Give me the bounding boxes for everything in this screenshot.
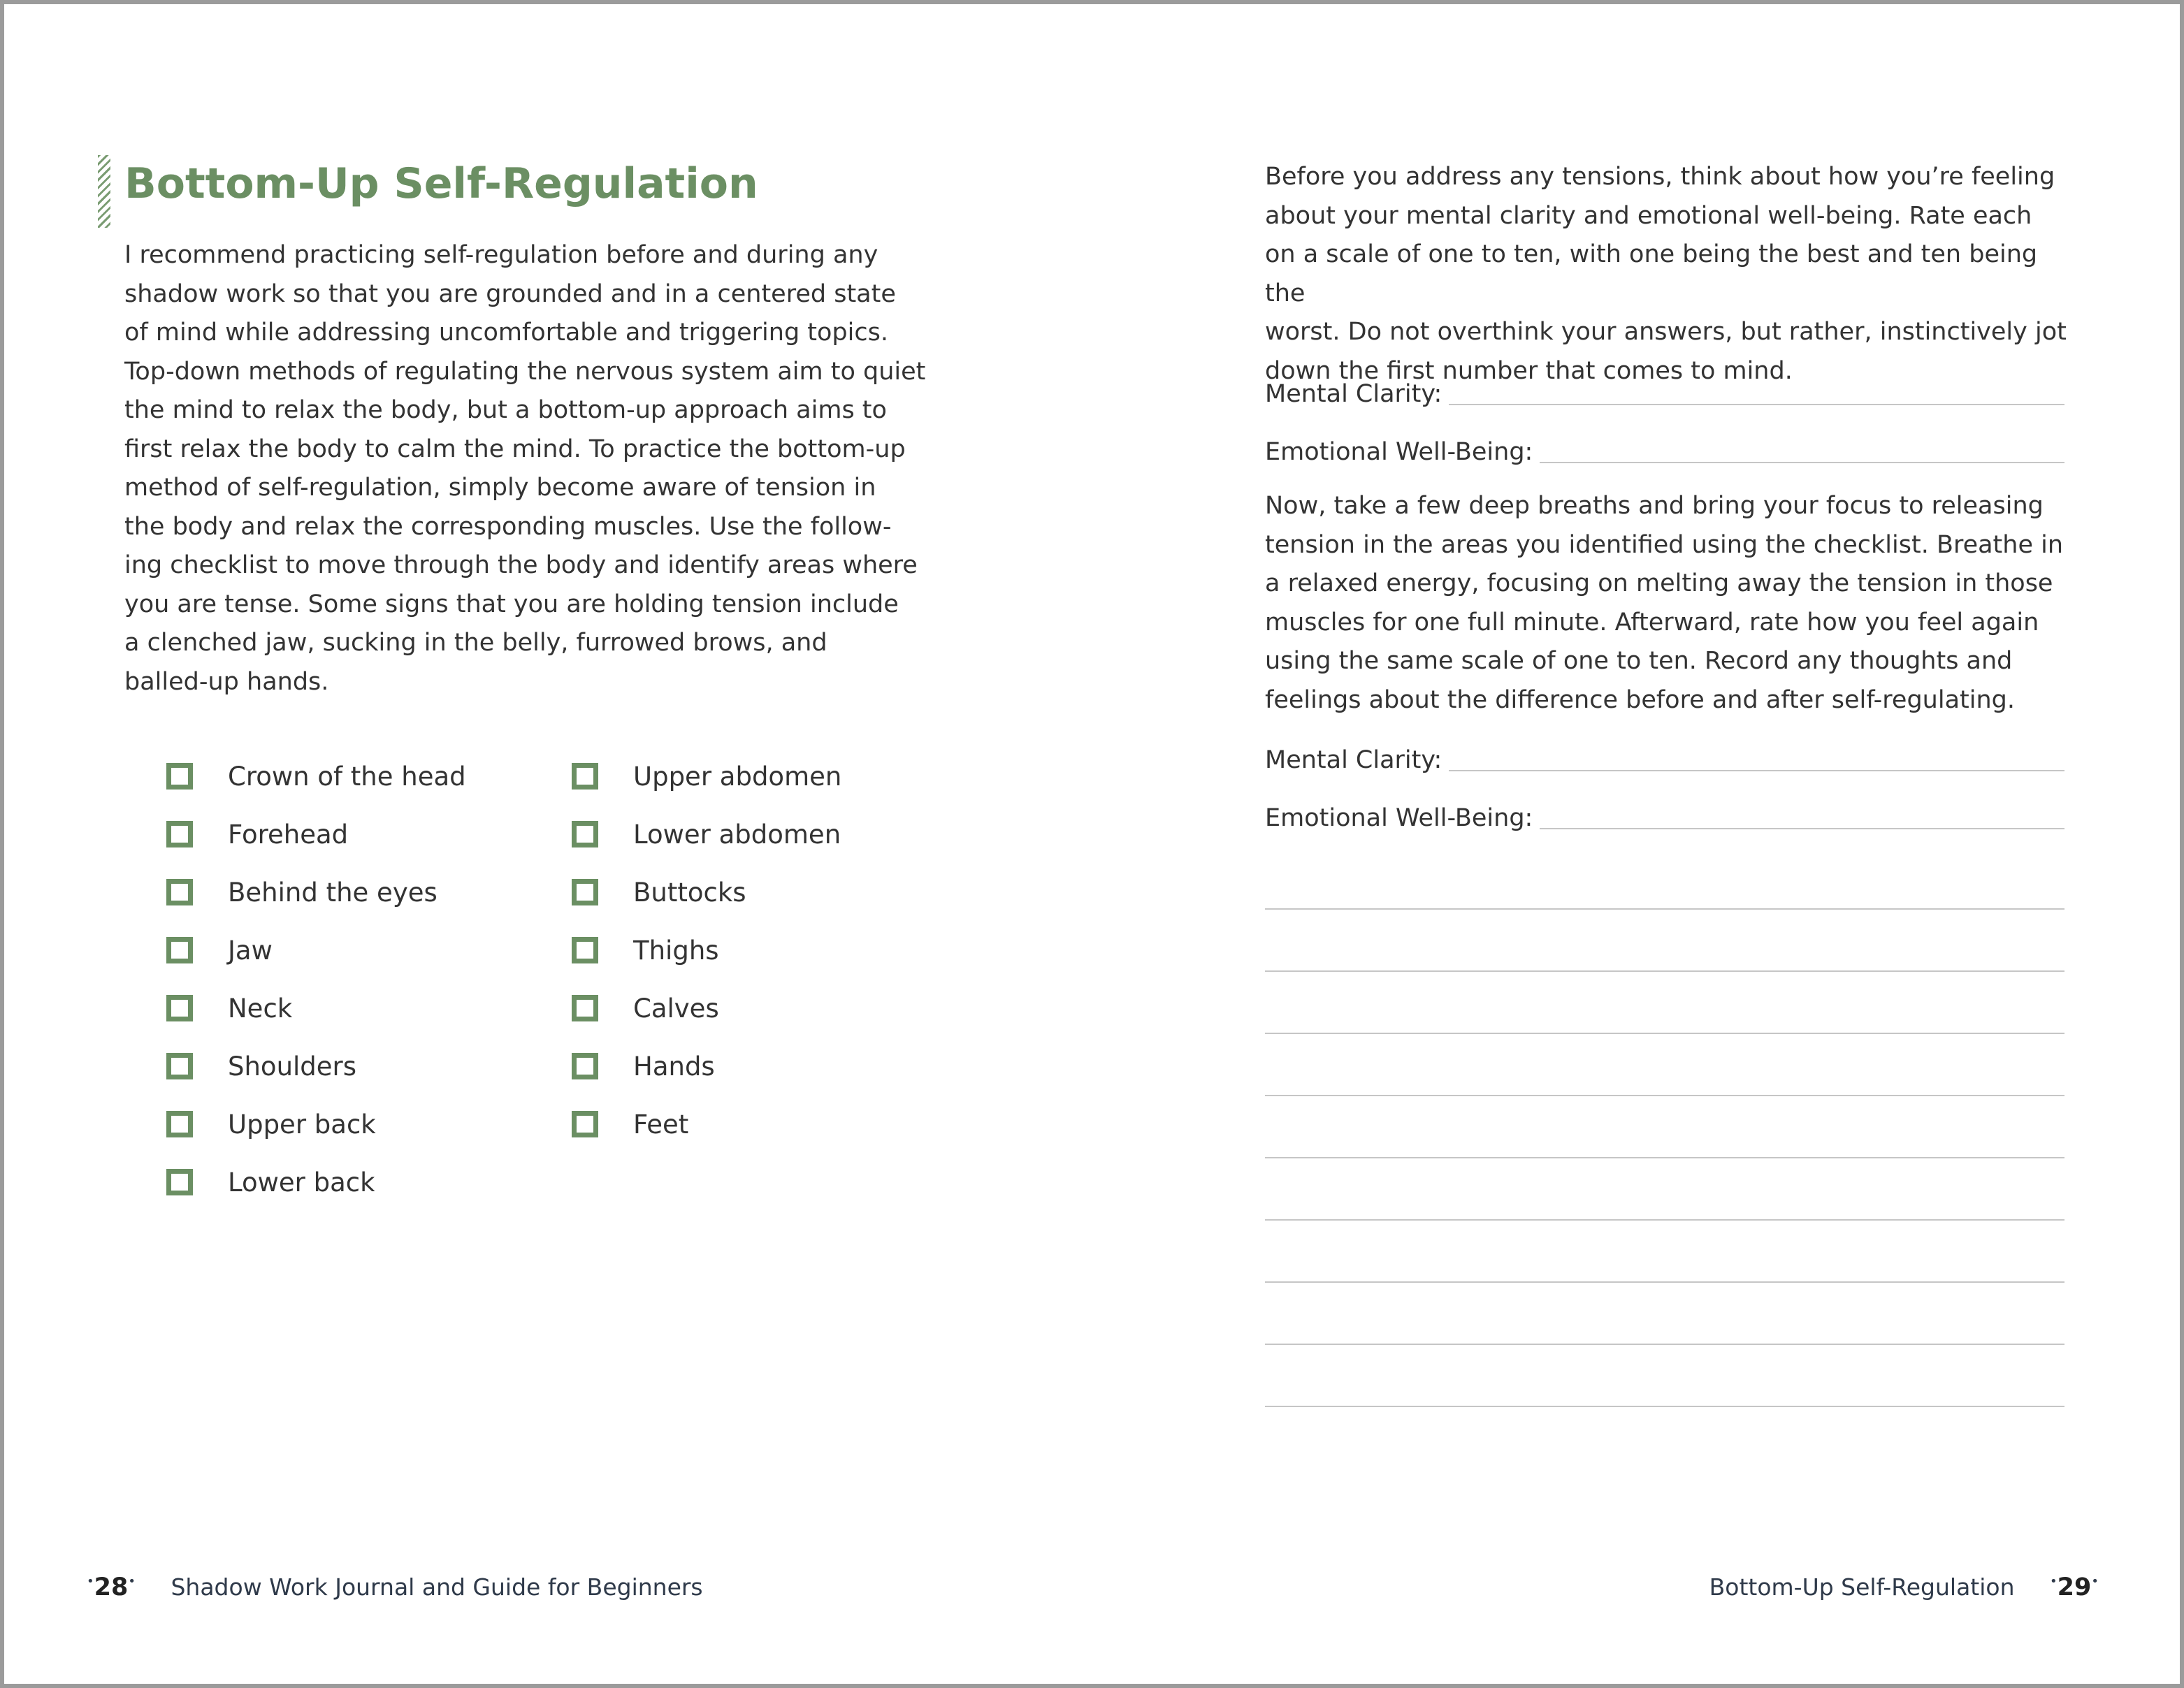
checklist-label: Crown of the head [228,761,466,792]
checklist-item[interactable] [166,875,437,910]
checklist-item[interactable] [572,1107,688,1142]
checklist-label: Behind the eyes [228,877,437,908]
emotional-wellbeing-field[interactable] [1265,431,2064,467]
checkbox-icon[interactable] [166,937,193,963]
checklist-label: Buttocks [633,877,746,908]
checklist-label: Upper abdomen [633,761,842,792]
intro-line: I recommend practicing self-regulation before and during any [124,241,878,269]
title-accent-bar [98,155,110,228]
intro-line: balled-up hands. [124,667,329,696]
paragraph-line: about your mental clarity and emotional well-being. Rate each [1265,201,2032,230]
intro-line: shadow work so that you are grounded and in a centered state [124,279,896,308]
checkbox-icon[interactable] [166,763,193,790]
follow-up-paragraph [1265,487,2076,720]
checklist-item[interactable] [166,1107,376,1142]
field-label: Mental Clarity: [1265,746,1442,774]
checkbox-icon[interactable] [572,995,598,1021]
journal-line[interactable] [1265,908,2064,910]
paragraph-line: on a scale of one to ten, with one being the best and ten being the [1265,240,2038,307]
footer-right: Bottom-Up Self-Regulation •29• [1709,1573,2099,1601]
paragraph-line: using the same scale of one to ten. Record any thoughts and [1265,647,2013,675]
checklist-item[interactable] [166,933,273,968]
checklist-label: Shoulders [228,1051,357,1082]
book-title: Shadow Work Journal and Guide for Beginners [171,1573,703,1601]
checkbox-icon[interactable] [166,1053,193,1079]
checkbox-icon[interactable] [572,879,598,905]
checkbox-icon[interactable] [572,1053,598,1079]
mental-clarity-field[interactable] [1265,373,2064,409]
page-number-left: 28 [94,1573,129,1601]
instructions-paragraph [1265,158,2076,391]
paragraph-line: worst. Do not overthink your answers, but rather, instinctively jot [1265,318,2067,346]
journal-line[interactable] [1265,970,2064,972]
write-in-line[interactable] [1449,404,2064,405]
field-label: Emotional Well-Being: [1265,438,1533,466]
checklist-label: Lower abdomen [633,819,841,850]
field-label: Mental Clarity: [1265,380,1442,408]
intro-line: Top-down methods of regulating the nervous system aim to quiet [124,357,926,386]
checklist-label: Neck [228,993,293,1024]
checklist-label: Calves [633,993,719,1024]
journal-line[interactable] [1265,1406,2064,1407]
checkbox-icon[interactable] [166,1111,193,1137]
chapter-title: Bottom-Up Self-Regulation [1709,1573,2015,1601]
checkbox-icon[interactable] [166,1169,193,1195]
checklist-item[interactable] [166,1165,375,1200]
emotional-wellbeing-field[interactable] [1265,797,2064,834]
checklist-item[interactable] [166,759,466,794]
checkbox-icon[interactable] [572,1111,598,1137]
paragraph-line: tension in the areas you identified using the checklist. Breathe in [1265,530,2064,559]
write-in-line[interactable] [1540,462,2064,463]
field-label: Emotional Well-Being: [1265,804,1533,832]
checkbox-icon[interactable] [572,763,598,790]
intro-line: the mind to relax the body, but a bottom-up approach aims to [124,396,887,424]
intro-paragraph [124,236,935,701]
mental-clarity-field[interactable] [1265,739,2064,776]
checklist-item[interactable] [572,1049,715,1084]
checklist-item[interactable] [166,1049,356,1084]
footer-left: •28• Shadow Work Journal and Guide for Beginners [87,1573,703,1601]
intro-line: of mind while addressing uncomfortable and triggering topics. [124,319,888,347]
checklist-label: Feet [633,1109,689,1140]
intro-line: method of self-regulation, simply become aware of tension in [124,474,876,502]
checklist-label: Hands [633,1051,715,1082]
page-title: Bottom-Up Self-Regulation [124,159,758,208]
journal-line[interactable] [1265,1281,2064,1283]
intro-line: first relax the body to calm the mind. To practice the bottom-up [124,435,906,463]
intro-line: ing checklist to move through the body and identify areas where [124,551,918,579]
checklist-label: Upper back [228,1109,376,1140]
paragraph-line: a relaxed energy, focusing on melting away the tension in those [1265,569,2053,597]
page-number-right: 29 [2057,1573,2092,1601]
paragraph-line: muscles for one full minute. Afterward, rate how you feel again [1265,608,2039,636]
paragraph-line: Before you address any tensions, think about how you’re feeling [1265,163,2055,191]
checklist-label: Thighs [633,935,719,966]
checkbox-icon[interactable] [572,937,598,963]
checkbox-icon[interactable] [572,821,598,847]
checklist-label: Forehead [228,819,349,850]
paragraph-line: Now, take a few deep breaths and bring your focus to releasing [1265,492,2044,520]
checklist-item[interactable] [572,759,841,794]
checklist-label: Lower back [228,1167,375,1198]
journal-line[interactable] [1265,1095,2064,1096]
intro-line: you are tense. Some signs that you are holding tension include [124,590,899,618]
paragraph-line: feelings about the difference before and after self-regulating. [1265,685,2015,714]
intro-line: a clenched jaw, sucking in the belly, furrowed brows, and [124,629,827,657]
write-in-line[interactable] [1540,828,2064,829]
intro-line: the body and relax the corresponding muscles. Use the follow- [124,512,892,541]
checklist-item[interactable] [572,817,841,852]
write-in-line[interactable] [1449,770,2064,771]
checkbox-icon[interactable] [166,821,193,847]
journal-line[interactable] [1265,1157,2064,1158]
journal-line[interactable] [1265,1344,2064,1345]
checkbox-icon[interactable] [166,995,193,1021]
right-page [1092,0,2184,1688]
paragraph-line: down the first number that comes to mind. [1265,356,1793,385]
checklist-item[interactable] [572,875,746,910]
checklist-item[interactable] [572,991,719,1026]
checklist-item[interactable] [166,817,348,852]
checkbox-icon[interactable] [166,879,193,905]
checklist-item[interactable] [166,991,292,1026]
journal-line[interactable] [1265,1033,2064,1034]
journal-line[interactable] [1265,1219,2064,1221]
checklist-label: Jaw [228,935,273,966]
checklist-item[interactable] [572,933,719,968]
